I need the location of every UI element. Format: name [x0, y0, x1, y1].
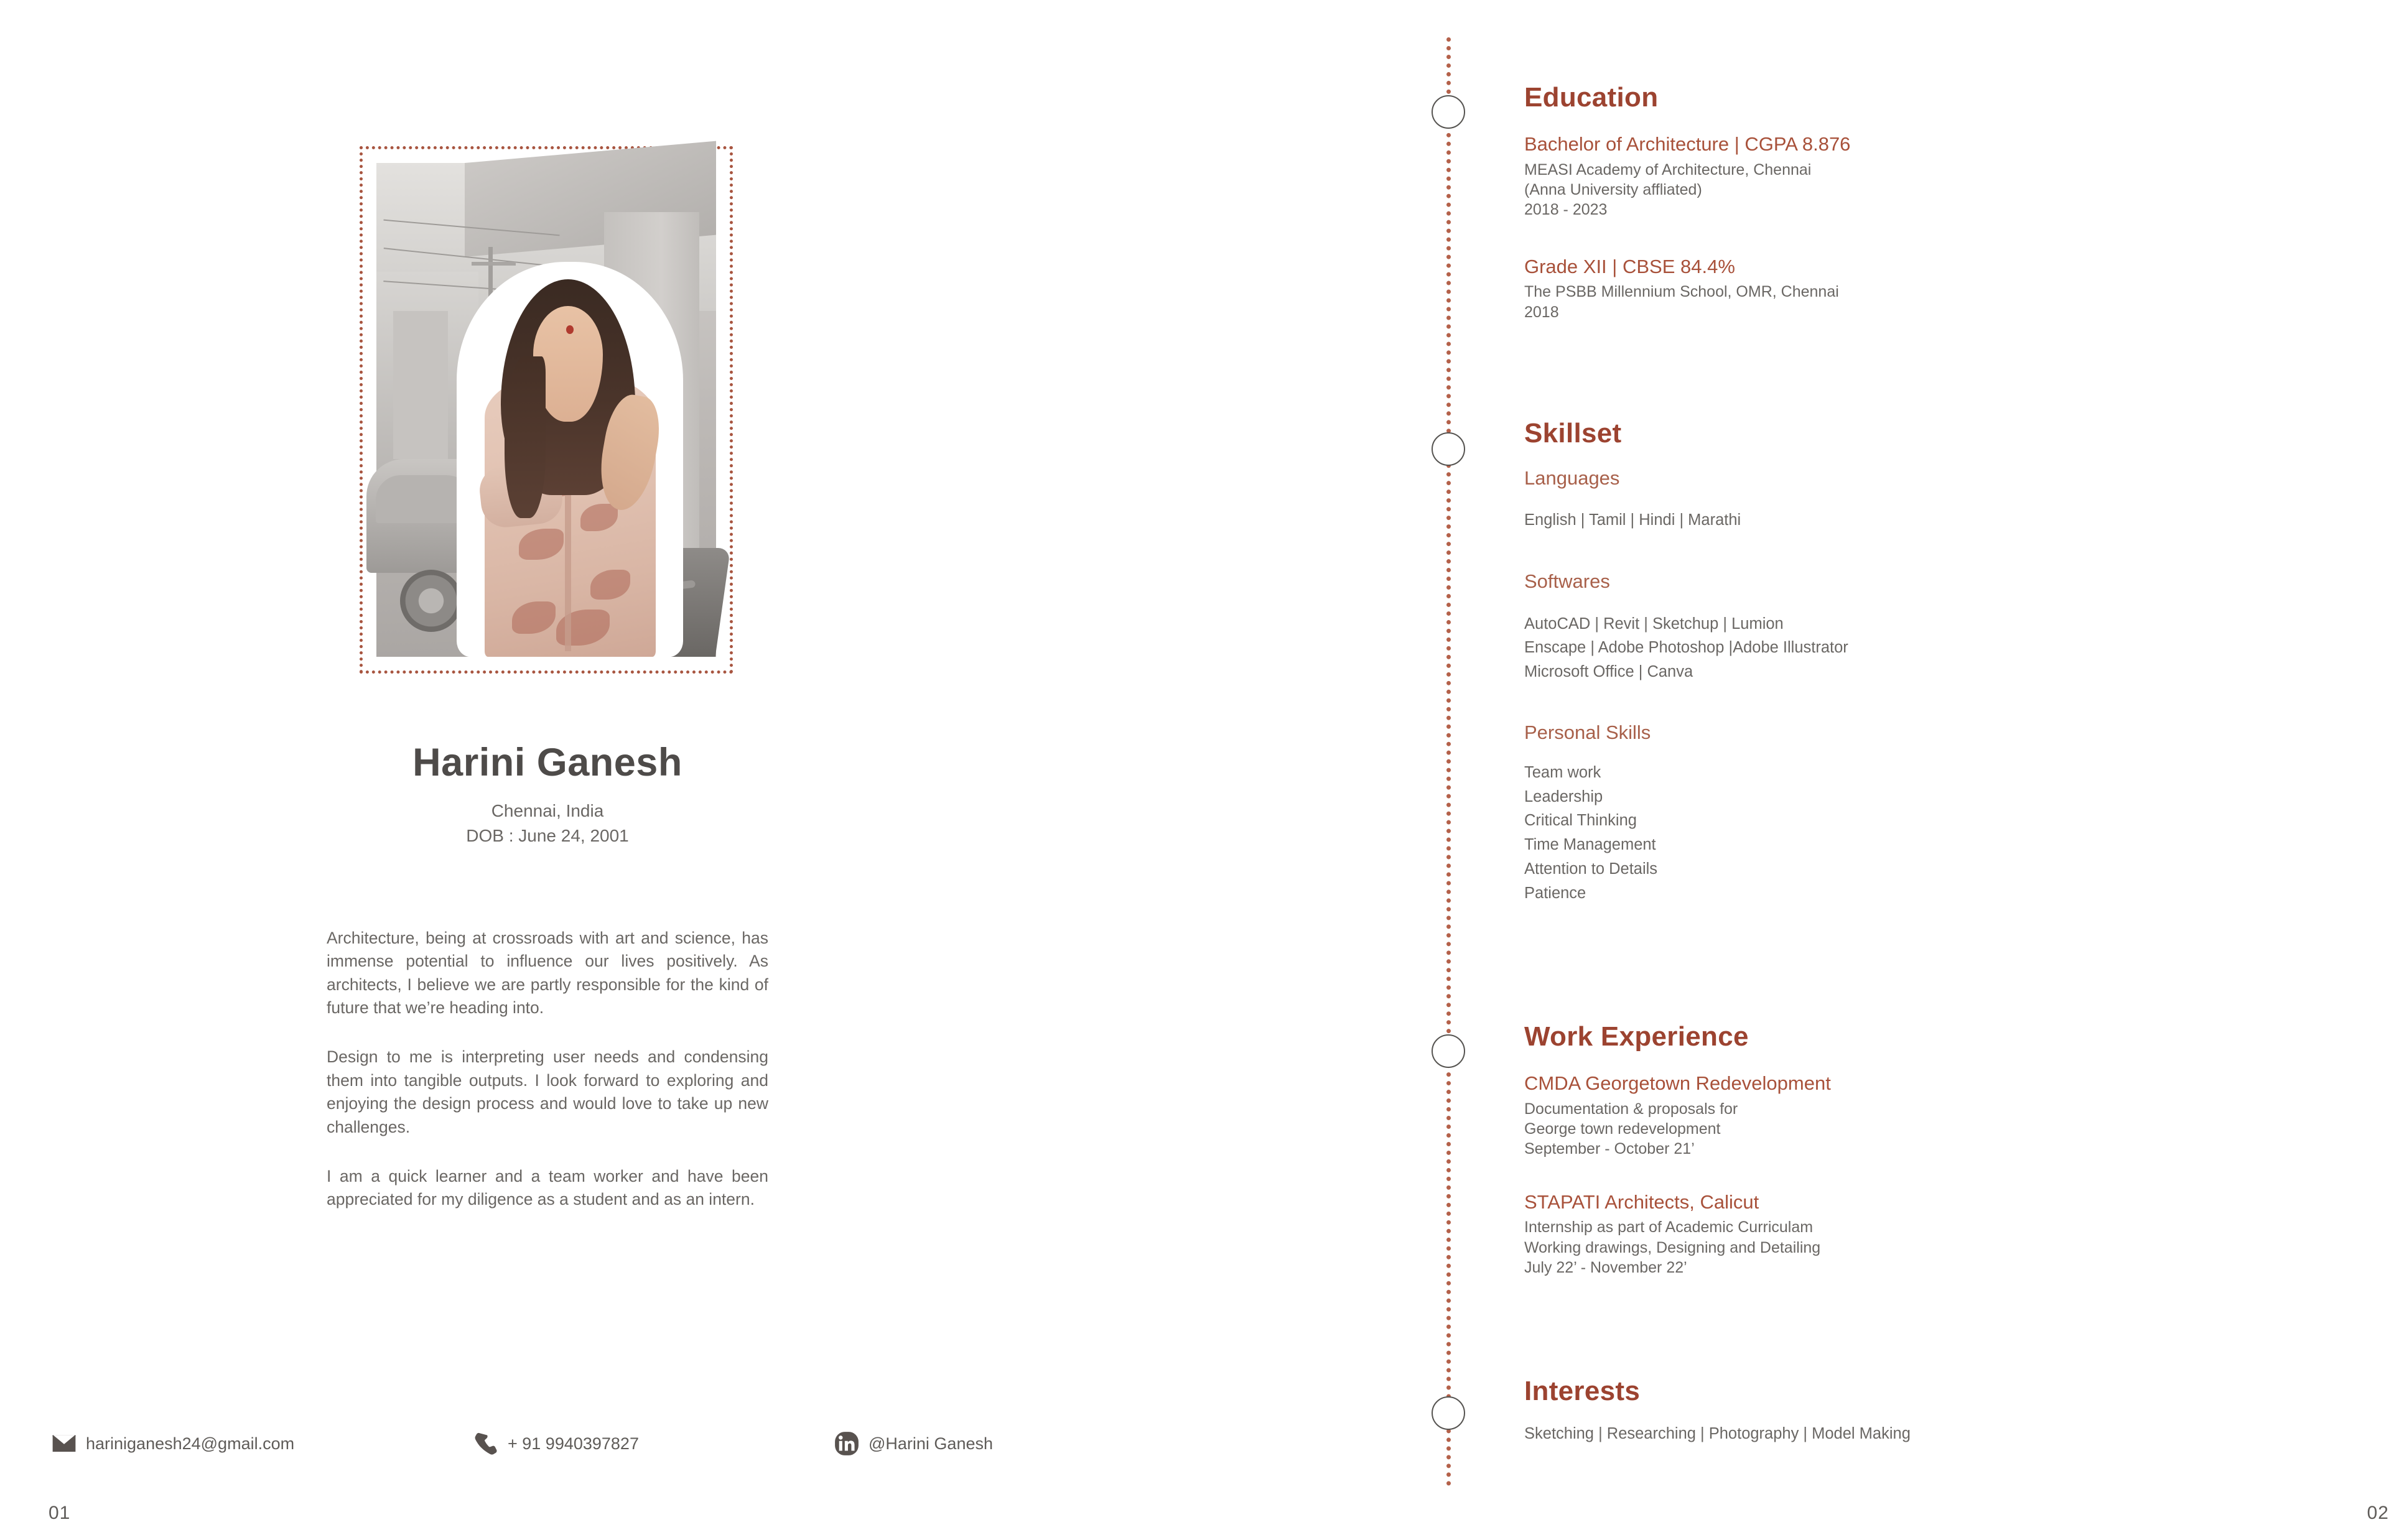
subsection-title-languages: Languages: [1524, 467, 1620, 489]
photo-dress-motif: [519, 529, 564, 560]
section-title-work-experience: Work Experience: [1524, 1021, 1749, 1052]
education-entry-head: Bachelor of Architecture | CGPA 8.876: [1524, 133, 1851, 155]
contact-linkedin-text: @Harini Ganesh: [869, 1434, 993, 1453]
section-skillset: [1524, 420, 2146, 905]
education-entry-line: MEASI Academy of Architecture, Chennai: [1524, 160, 1812, 179]
photo-person-cutout: [468, 272, 672, 657]
bio-paragraph-3: I am a quick learner and a team worker and have been appreciated for my diligence as a student and as an intern.: [327, 1166, 768, 1209]
timeline-marker-work-experience: [1432, 1034, 1465, 1068]
contact-linkedin[interactable]: [834, 1431, 993, 1457]
work-entry-head: CMDA Georgetown Redevelopment: [1524, 1072, 1831, 1094]
bio-block: [327, 927, 768, 1212]
contact-phone-text: + 91 9940397827: [508, 1434, 639, 1453]
education-entry-line: (Anna University affliated): [1524, 181, 1702, 199]
subsection-title-softwares: Softwares: [1524, 570, 1610, 592]
timeline-marker-skillset: [1432, 432, 1465, 466]
work-entry-line: Working drawings, Designing and Detailing: [1524, 1238, 1821, 1256]
personal-skills-list: [1524, 761, 2146, 906]
education-entry-head: Grade XII | CBSE 84.4%: [1524, 255, 1735, 277]
software-line: Enscape | Adobe Photoshop |Adobe Illustrator: [1524, 639, 1848, 657]
portrait-photo-frame: [360, 146, 733, 674]
contact-email-text: hariniganesh24@gmail.com: [86, 1434, 295, 1453]
education-entry-line: 2018: [1524, 303, 1559, 321]
education-entry-line: 2018 - 2023: [1524, 201, 1608, 219]
work-entry-line: George town redevelopment: [1524, 1120, 1721, 1138]
work-entry: [1524, 1190, 2146, 1278]
page-number-left: 01: [49, 1503, 71, 1523]
timeline-marker-education: [1432, 95, 1465, 129]
section-work-experience: [1524, 1023, 2146, 1278]
name-block: [0, 743, 1095, 848]
interests-list: Sketching | Researching | Photography | Model Making: [1524, 1425, 1911, 1442]
education-entry-line: The PSBB Millennium School, OMR, Chennai: [1524, 283, 1839, 301]
section-title-interests: Interests: [1524, 1376, 1641, 1406]
work-entry: [1524, 1072, 2146, 1159]
personal-skill-item: Patience: [1524, 884, 1586, 902]
personal-skill-item: Attention to Details: [1524, 860, 1658, 878]
personal-skill-item: Leadership: [1524, 787, 1603, 805]
work-entry-head: STAPATI Architects, Calicut: [1524, 1190, 1759, 1213]
photo-person-bindi: [566, 325, 574, 334]
personal-skill-item: Critical Thinking: [1524, 812, 1637, 830]
page-number-right: 02: [2367, 1503, 2389, 1523]
personal-skill-item: Time Management: [1524, 836, 1656, 854]
section-education: [1524, 84, 2146, 322]
timeline-dotted-line: [1446, 37, 1451, 1487]
work-entry-line: September - October 21’: [1524, 1140, 1695, 1158]
envelope-icon: [51, 1431, 77, 1457]
contact-phone[interactable]: [473, 1431, 639, 1457]
linkedin-icon: [834, 1431, 860, 1457]
photo-utility-pole-arm: [472, 262, 516, 266]
softwares-list: [1524, 612, 2146, 684]
education-entry: [1524, 255, 2146, 322]
software-line: AutoCAD | Revit | Sketchup | Lumion: [1524, 615, 1784, 633]
section-title-education: Education: [1524, 82, 1659, 113]
work-entry-line: Documentation & proposals for: [1524, 1100, 1738, 1118]
person-dob: DOB : June 24, 2001: [466, 825, 629, 845]
personal-skill-item: Team work: [1524, 763, 1601, 781]
languages-list: English | Tamil | Hindi | Marathi: [1524, 511, 1741, 529]
photo-person-hair-front: [505, 356, 546, 518]
contact-email[interactable]: [51, 1431, 294, 1457]
photo-car-wheel: [400, 570, 462, 632]
bio-paragraph-2: Design to me is interpreting user needs and condensing them into tangible outputs. I look forward to exploring and enjoying the design process and would love to take up new challenges.: [327, 1047, 768, 1136]
footer-contacts: [0, 1431, 1381, 1474]
photo-dress-motif: [590, 570, 630, 600]
section-title-skillset: Skillset: [1524, 418, 1622, 448]
software-line: Microsoft Office | Canva: [1524, 663, 1693, 681]
timeline: [1445, 37, 1452, 1487]
work-entry-line: Internship as part of Academic Curriculam: [1524, 1218, 1814, 1236]
work-entry-line: July 22’ - November 22’: [1524, 1258, 1687, 1276]
bio-paragraph-1: Architecture, being at crossroads with art and science, has immense potential to influence our lives positively. As architects, I believe we are partly responsible for the kind of future that we’re heading into.: [327, 929, 768, 1018]
right-column: [1524, 0, 2389, 1540]
portrait-photo: [376, 163, 716, 657]
section-interests: [1524, 1378, 2146, 1445]
phone-icon: [473, 1431, 499, 1457]
subsection-title-personal-skills: Personal Skills: [1524, 721, 1651, 743]
person-location: Chennai, India: [491, 801, 604, 820]
timeline-marker-interests: [1432, 1396, 1465, 1430]
photo-dress-motif: [512, 601, 556, 634]
person-name: Harini Ganesh: [412, 741, 682, 784]
photo-building-secondary: [393, 311, 447, 459]
photo-dress-motif: [580, 504, 618, 531]
education-entry: [1524, 132, 2146, 220]
